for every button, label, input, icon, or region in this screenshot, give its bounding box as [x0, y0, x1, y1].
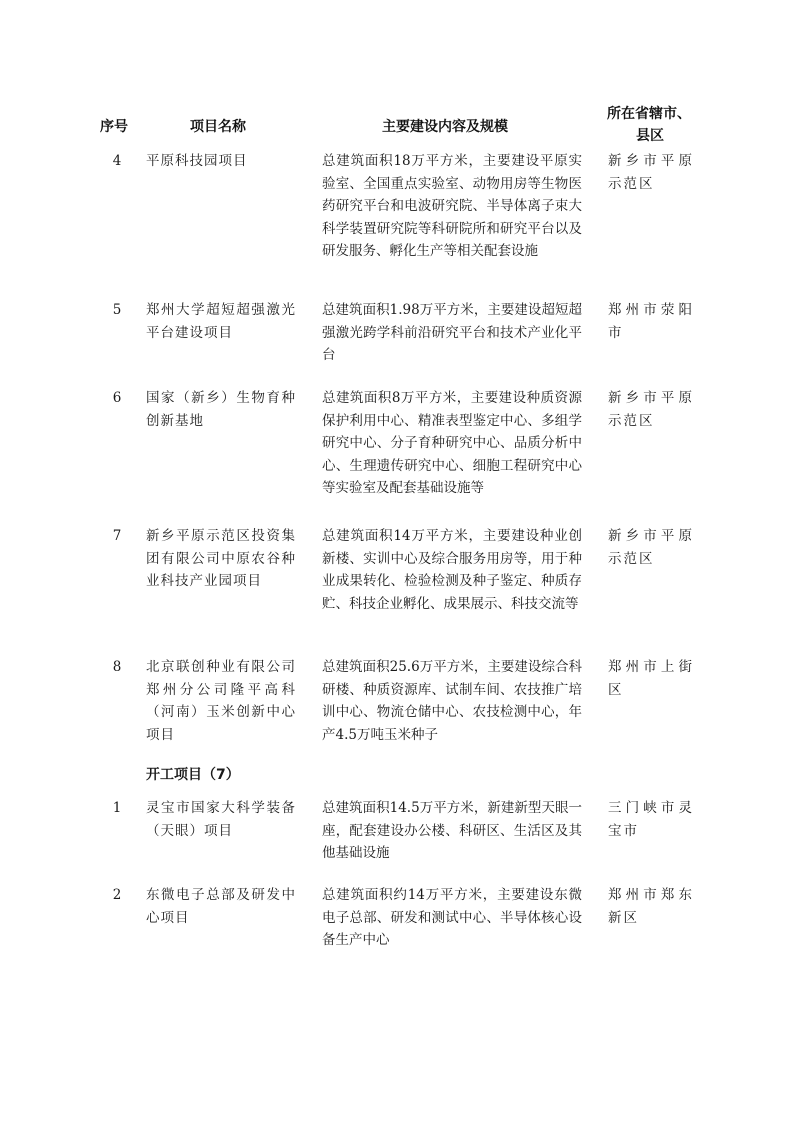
project-content: 总建筑面积25.6万平方米，主要建设综合科研楼、种质资源库、试制车间、农技推广培训中心、物流仓储中心、农技检测中心，年产4.5万吨玉米种子	[322, 659, 582, 743]
project-name: 北京联创种业有限公司郑州分公司隆平高科（河南）玉米创新中心项目	[146, 659, 296, 743]
serial-number: 4	[112, 153, 122, 169]
project-location: 郑州市荥阳市	[608, 302, 694, 341]
serial-number: 2	[112, 887, 122, 903]
serial-number: 6	[112, 390, 122, 406]
header-location-line2: 县区	[636, 128, 664, 144]
project-content: 总建筑面积8万平方米，主要建设种质资源保护利用中心、精准表型鉴定中心、多组学研究中心、分子育种研究中心、品质分析中心、生理遗传研究中心、细胞工程研究中心等实验室及配套基础设施等	[322, 390, 582, 496]
project-content: 总建筑面积1.98万平方米，主要建设超短超强激光跨学科前沿研究平台和技术产业化平台	[322, 302, 582, 363]
serial-number: 7	[112, 528, 122, 544]
project-name: 新乡平原示范区投资集团有限公司中原农谷种业科技产业园项目	[146, 528, 296, 589]
project-content: 总建筑面积18万平方米，主要建设平原实验室、全国重点实验室、动物用房等生物医药研究平台和电波研究院、半导体离子束大科学装置研究院等科研院所和研究平台以及研发服务、孵化生产等相关配套设施	[322, 153, 582, 259]
project-location: 新乡市平原示范区	[608, 390, 694, 429]
project-name: 国家（新乡）生物育种创新基地	[146, 390, 296, 429]
header-location-line1: 所在省辖市、	[607, 106, 691, 122]
project-name: 平原科技园项目	[146, 153, 248, 169]
serial-number: 5	[112, 302, 122, 318]
project-location: 郑州市上街区	[608, 659, 694, 698]
section-title: 开工项目（7）	[146, 767, 240, 783]
project-name: 东微电子总部及研发中心项目	[146, 887, 296, 926]
serial-number: 8	[112, 659, 122, 675]
project-name: 郑州大学超短超强激光平台建设项目	[146, 302, 296, 341]
project-location: 新乡市平原示范区	[608, 528, 694, 567]
header-project-name: 项目名称	[190, 119, 246, 135]
header-content-scale: 主要建设内容及规模	[382, 119, 508, 135]
project-name: 灵宝市国家大科学装备（天眼）项目	[146, 800, 296, 839]
project-location: 郑州市郑东新区	[608, 887, 694, 926]
project-location: 三门峡市灵宝市	[608, 800, 694, 839]
serial-number: 1	[112, 800, 122, 816]
project-content: 总建筑面积约14万平方米，主要建设东微电子总部、研发和测试中心、半导体核心设备生产中心	[322, 887, 582, 948]
project-location: 新乡市平原示范区	[608, 153, 694, 192]
project-content: 总建筑面积14.5万平方米，新建新型天眼一座，配套建设办公楼、科研区、生活区及其他基础设施	[322, 800, 582, 861]
header-serial-number: 序号	[100, 119, 128, 135]
project-content: 总建筑面积14万平方米，主要建设种业创新楼、实训中心及综合服务用房等，用于种业成果转化、检验检测及种子鉴定、种质存贮、科技企业孵化、成果展示、科技交流等	[322, 528, 582, 612]
